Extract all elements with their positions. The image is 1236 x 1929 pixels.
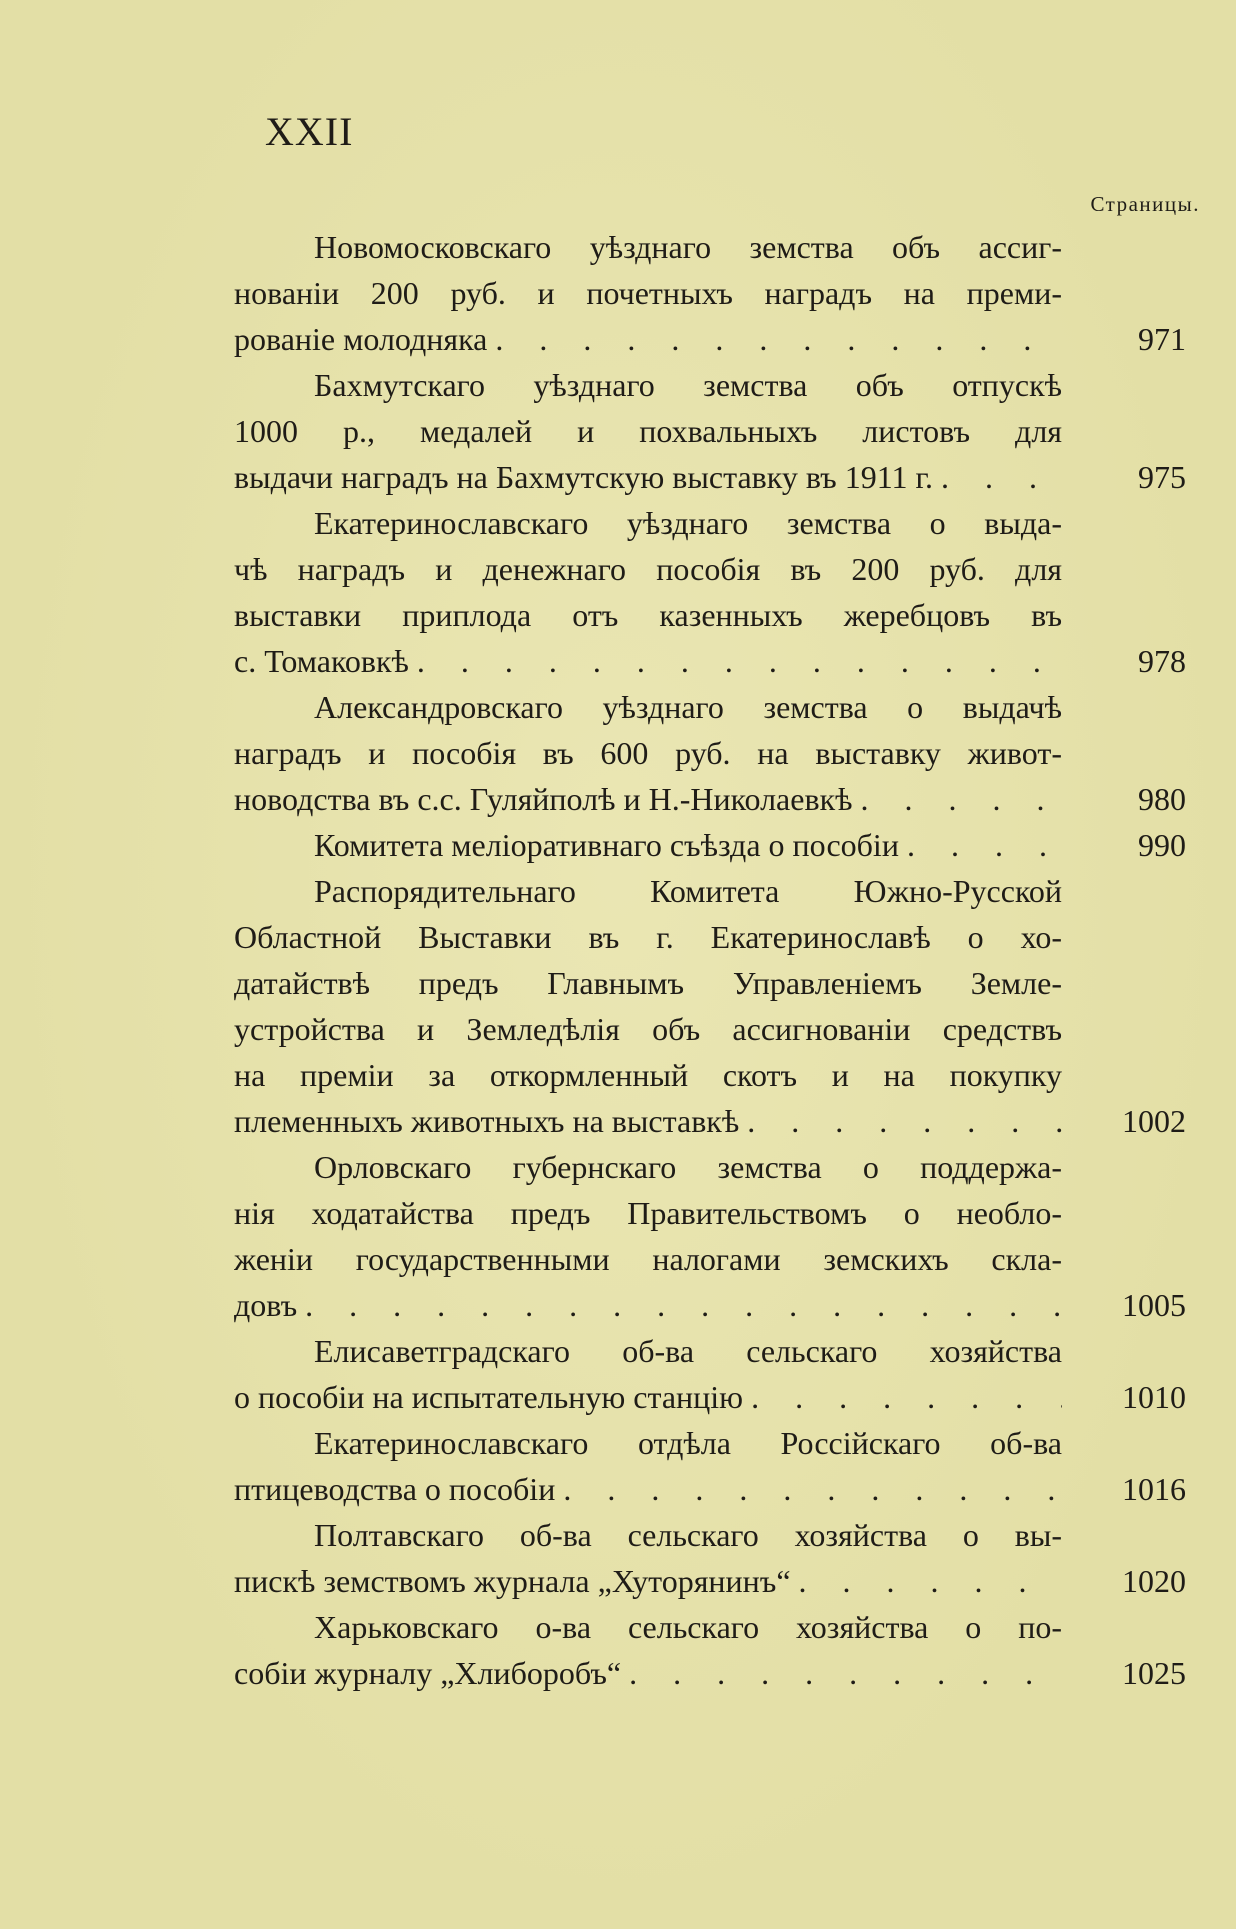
toc-entry-text: Распорядительнаго Комитета Южно-Русской [314, 873, 1062, 909]
toc-entry-leader [234, 822, 1062, 868]
toc-entry-leader [234, 1282, 1062, 1328]
toc-entry-leader [234, 1466, 1062, 1512]
toc-entry-line [234, 362, 1186, 408]
toc-entry-text: нованіи 200 руб. и почетныхъ наградъ на преми- [234, 275, 1062, 311]
toc-entry-line [234, 1236, 1186, 1282]
toc-entry-last-line [234, 638, 1186, 684]
toc-entry-text: собіи журналу „Хлиборобъ“ [234, 1655, 622, 1691]
toc-entry [234, 1144, 1186, 1328]
toc-entry-text: Екатеринославскаго уѣзднаго земства о выда- [314, 505, 1062, 541]
toc-entry-line [234, 1190, 1186, 1236]
toc-entry-line [234, 1144, 1186, 1190]
toc-entry-text: Елисаветградскаго об-ва сельскаго хозяйства [314, 1333, 1062, 1369]
toc-entry [234, 1604, 1186, 1696]
toc-entry [234, 1512, 1186, 1604]
toc-entry-leader [234, 1098, 1062, 1144]
toc-entry-text: на преміи за откормленный скотъ и на покупку [234, 1057, 1062, 1093]
toc-entry-line [234, 1328, 1186, 1374]
toc-entry-text: с. Томаковкѣ [234, 643, 409, 679]
toc-entry-line [234, 868, 1186, 914]
toc-entry-last-line [234, 1558, 1186, 1604]
toc-entry-text: Александровскаго уѣзднаго земства о выдачѣ [314, 689, 1062, 725]
toc-entry-last-line [234, 454, 1186, 500]
table-of-contents [234, 224, 1186, 1696]
toc-entry-line [234, 592, 1186, 638]
dot-leader [791, 1558, 1062, 1604]
toc-entry-text: Областной Выставки въ г. Екатеринославѣ о хо- [234, 919, 1062, 955]
toc-entry-line [234, 224, 1186, 270]
toc-entry-line [234, 914, 1186, 960]
toc-entry-leader [234, 1374, 1062, 1420]
toc-entry [234, 868, 1186, 1144]
toc-entry-text: Харьковскаго о-ва сельскаго хозяйства о по- [314, 1609, 1062, 1645]
toc-entry-line [234, 1052, 1186, 1098]
toc-page-number: 1005 [1122, 1287, 1186, 1323]
toc-entry-leader [234, 454, 1062, 500]
toc-entry-text: племенныхъ животныхъ на выставкѣ [234, 1103, 740, 1139]
toc-entry-last-line [234, 822, 1186, 868]
dot-leader [743, 1374, 1062, 1420]
toc-entry-text: Орловскаго губернскаго земства о поддержа- [314, 1149, 1062, 1185]
toc-entry-last-line [234, 776, 1186, 822]
toc-entry-text: устройства и Земледѣлія объ ассигнованіи средствъ [234, 1011, 1062, 1047]
toc-entry-text: Комитета меліоративнаго съѣзда о пособіи [314, 827, 899, 863]
dot-leader [487, 316, 1062, 362]
toc-entry [234, 224, 1186, 362]
toc-entry-text: женіи государственными налогами земскихъ скла- [234, 1241, 1062, 1277]
toc-entry-last-line [234, 1098, 1186, 1144]
toc-page-number: 1016 [1122, 1471, 1186, 1507]
toc-entry-text: выдачи наградъ на Бахмутскую выставку въ 1911 г. [234, 459, 934, 495]
toc-entry-text: Екатеринославскаго отдѣла Россійскаго об-ва [314, 1425, 1062, 1461]
toc-entry-line [234, 500, 1186, 546]
toc-entry-last-line [234, 1282, 1186, 1328]
toc-entry [234, 1420, 1186, 1512]
toc-entry-line [234, 730, 1186, 776]
toc-page-number: 971 [1138, 321, 1186, 357]
toc-page-number: 1010 [1122, 1379, 1186, 1415]
dot-leader [933, 454, 1062, 500]
dot-leader [555, 1466, 1062, 1512]
dot-leader [297, 1282, 1062, 1328]
toc-entry-line [234, 1006, 1186, 1052]
toc-entry-last-line [234, 316, 1186, 362]
toc-entry-text: о пособіи на испытательную станцію [234, 1379, 744, 1415]
toc-entry-line [234, 684, 1186, 730]
toc-entry [234, 1328, 1186, 1420]
toc-entry-line [234, 1512, 1186, 1558]
toc-entry-last-line [234, 1466, 1186, 1512]
toc-entry-last-line [234, 1374, 1186, 1420]
toc-page-number: 978 [1138, 643, 1186, 679]
toc-entry-line [234, 1420, 1186, 1466]
toc-entry-text: пискѣ земствомъ журнала „Хуторянинъ“ [234, 1563, 791, 1599]
toc-entry-text: Бахмутскаго уѣзднаго земства объ отпускѣ [314, 367, 1062, 403]
toc-entry-text: нія ходатайства предъ Правительствомъ о необло- [234, 1195, 1062, 1231]
toc-entry-leader [234, 776, 1062, 822]
toc-entry-line [234, 546, 1186, 592]
toc-entry-text: довъ [234, 1287, 298, 1323]
toc-entry-text: выставки приплода отъ казенныхъ жеребцовъ въ [234, 597, 1062, 633]
toc-entry [234, 500, 1186, 684]
toc-page-number: 975 [1138, 459, 1186, 495]
toc-page-number: 1020 [1122, 1563, 1186, 1599]
page-number: XXII [265, 109, 354, 154]
toc-entry [234, 362, 1186, 500]
dot-leader [852, 776, 1062, 822]
toc-entry-leader [234, 1650, 1062, 1696]
toc-page-number: 980 [1138, 781, 1186, 817]
toc-entry-line [234, 270, 1186, 316]
pages-column-label: Страницы. [1090, 192, 1200, 216]
toc-entry [234, 822, 1186, 868]
toc-entry-leader [234, 638, 1062, 684]
toc-entry-text: рованіе молодняка [234, 321, 488, 357]
toc-entry-text: датайствѣ предъ Главнымъ Управленіемъ Земле- [234, 965, 1062, 1001]
toc-entry-leader [234, 1558, 1062, 1604]
toc-entry-leader [234, 316, 1062, 362]
toc-entry-last-line [234, 1650, 1186, 1696]
toc-entry [234, 684, 1186, 822]
toc-entry-line [234, 1604, 1186, 1650]
toc-page-number: 1002 [1122, 1103, 1186, 1139]
toc-entry-text: чѣ наградъ и денежнаго пособія въ 200 руб. для [234, 551, 1062, 587]
toc-entry-text: 1000 р., медалей и похвальныхъ листовъ для [234, 413, 1062, 449]
toc-entry-text: новодства въ с.с. Гуляйполѣ и Н.-Николаевкѣ [234, 781, 853, 817]
dot-leader [409, 638, 1062, 684]
toc-page-number: 1025 [1122, 1655, 1186, 1691]
toc-entry-text: Полтавскаго об-ва сельскаго хозяйства о вы- [314, 1517, 1062, 1553]
toc-entry-line [234, 960, 1186, 1006]
toc-entry-text: наградъ и пособія въ 600 руб. на выставку живот- [234, 735, 1062, 771]
dot-leader [621, 1650, 1062, 1696]
toc-entry-text: птицеводства о пособіи [234, 1471, 556, 1507]
dot-leader [739, 1098, 1062, 1144]
toc-entry-text: Новомосковскаго уѣзднаго земства объ ассиг- [314, 229, 1062, 265]
dot-leader [899, 822, 1062, 868]
toc-entry-line [234, 408, 1186, 454]
toc-page-number: 990 [1138, 827, 1186, 863]
